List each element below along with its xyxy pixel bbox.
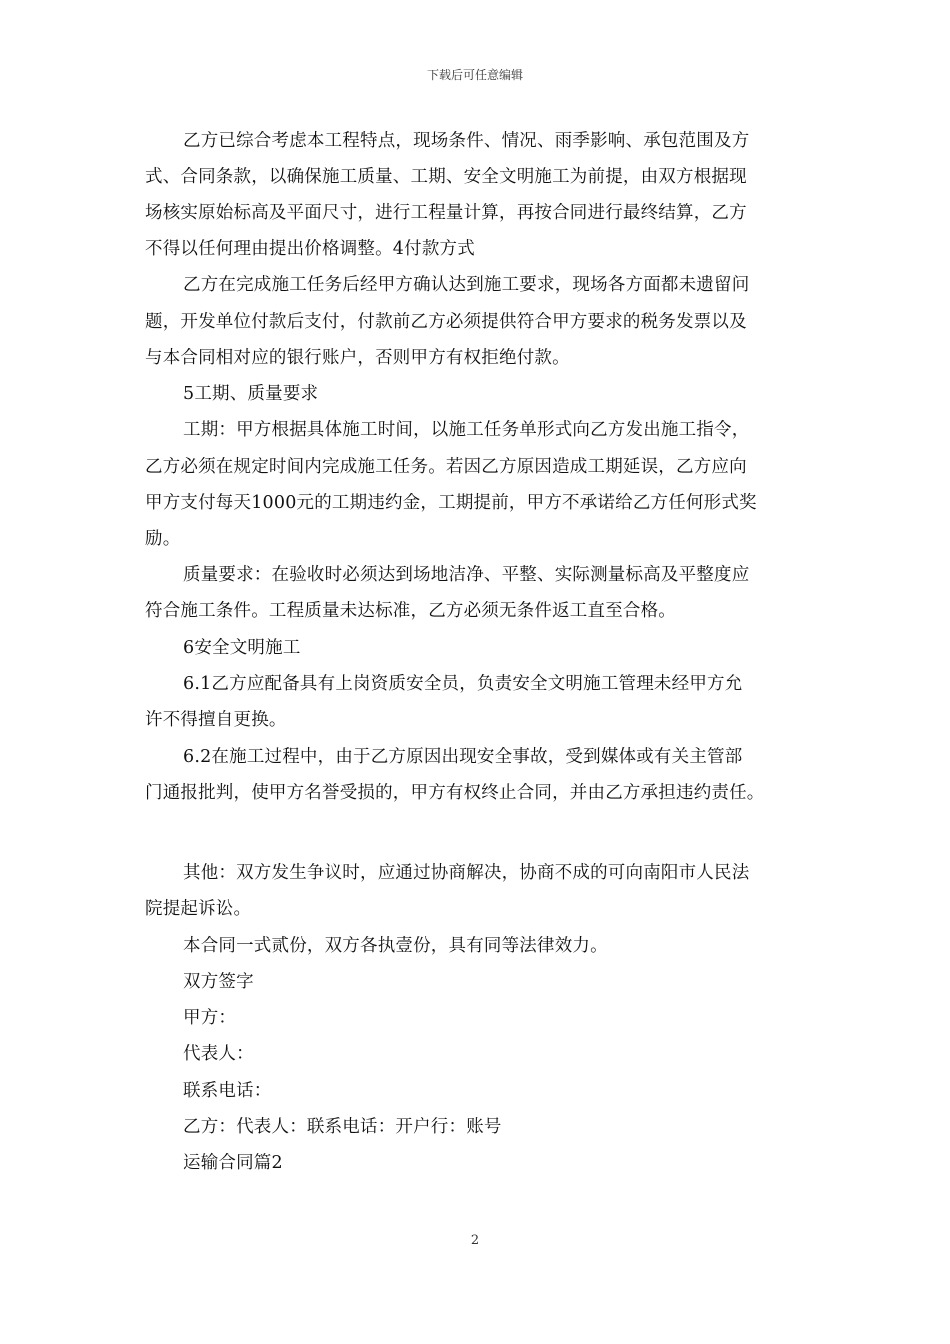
text-line: 本合同一式贰份，双方各执壹份，具有同等法律效力。	[183, 936, 608, 956]
representative-label: 代表人：	[183, 1044, 254, 1064]
section-heading: 运输合同篇2	[183, 1153, 283, 1173]
text-line: 符合施工条件。工程质量未达标准，乙方必须无条件返工直至合格。	[145, 601, 676, 621]
text-line: 6.1乙方应配备具有上岗资质安全员，负责安全文明施工管理未经甲方允	[183, 674, 743, 694]
text-line: 院提起诉讼。	[145, 899, 252, 919]
text-line: 其他：双方发生争议时，应通过协商解决，协商不成的可向南阳市人民法	[183, 863, 750, 883]
text-line: 乙方必须在规定时间内完成施工任务。若因乙方原因造成工期延误，乙方应向	[145, 457, 747, 477]
text-line: 甲方支付每天1000元的工期违约金，工期提前，甲方不承诺给乙方任何形式奖	[145, 493, 757, 513]
signature-heading: 双方签字	[183, 972, 254, 992]
page-header: 下载后可任意编辑	[426, 68, 523, 82]
text-line: 许不得擅自更换。	[145, 710, 287, 730]
section-heading: 5工期、质量要求	[183, 384, 319, 404]
party-b-line: 乙方：代表人：联系电话：开户行：账号	[183, 1117, 502, 1137]
page-number: 2	[470, 1233, 480, 1248]
phone-label: 联系电话：	[183, 1081, 272, 1101]
text-line: 与本合同相对应的银行账户，否则甲方有权拒绝付款。	[145, 348, 570, 368]
text-line: 式、合同条款，以确保施工质量、工期、安全文明施工为前提，由双方根据现	[145, 167, 747, 187]
text-line: 工期：甲方根据具体施工时间，以施工任务单形式向乙方发出施工指令，	[183, 420, 750, 440]
party-a-label: 甲方：	[183, 1008, 237, 1028]
text-line: 质量要求：在验收时必须达到场地洁净、平整、实际测量标高及平整度应	[183, 565, 750, 585]
text-line: 门通报批判，使甲方名誉受损的，甲方有权终止合同，并由乙方承担违约责任。	[145, 783, 765, 803]
text-line: 场核实原始标高及平面尺寸，进行工程量计算，再按合同进行最终结算，乙方	[145, 203, 747, 223]
text-line: 乙方已综合考虑本工程特点，现场条件、情况、雨季影响、承包范围及方	[183, 131, 750, 151]
text-line: 不得以任何理由提出价格调整。4付款方式	[145, 239, 475, 259]
text-line: 6.2在施工过程中，由于乙方原因出现安全事故，受到媒体或有关主管部	[183, 747, 743, 767]
text-line: 乙方在完成施工任务后经甲方确认达到施工要求，现场各方面都未遗留问	[183, 275, 750, 295]
text-line: 题，开发单位付款后支付，付款前乙方必须提供符合甲方要求的税务发票以及	[145, 312, 747, 332]
section-heading: 6安全文明施工	[183, 638, 301, 658]
text-line: 励。	[145, 529, 181, 549]
